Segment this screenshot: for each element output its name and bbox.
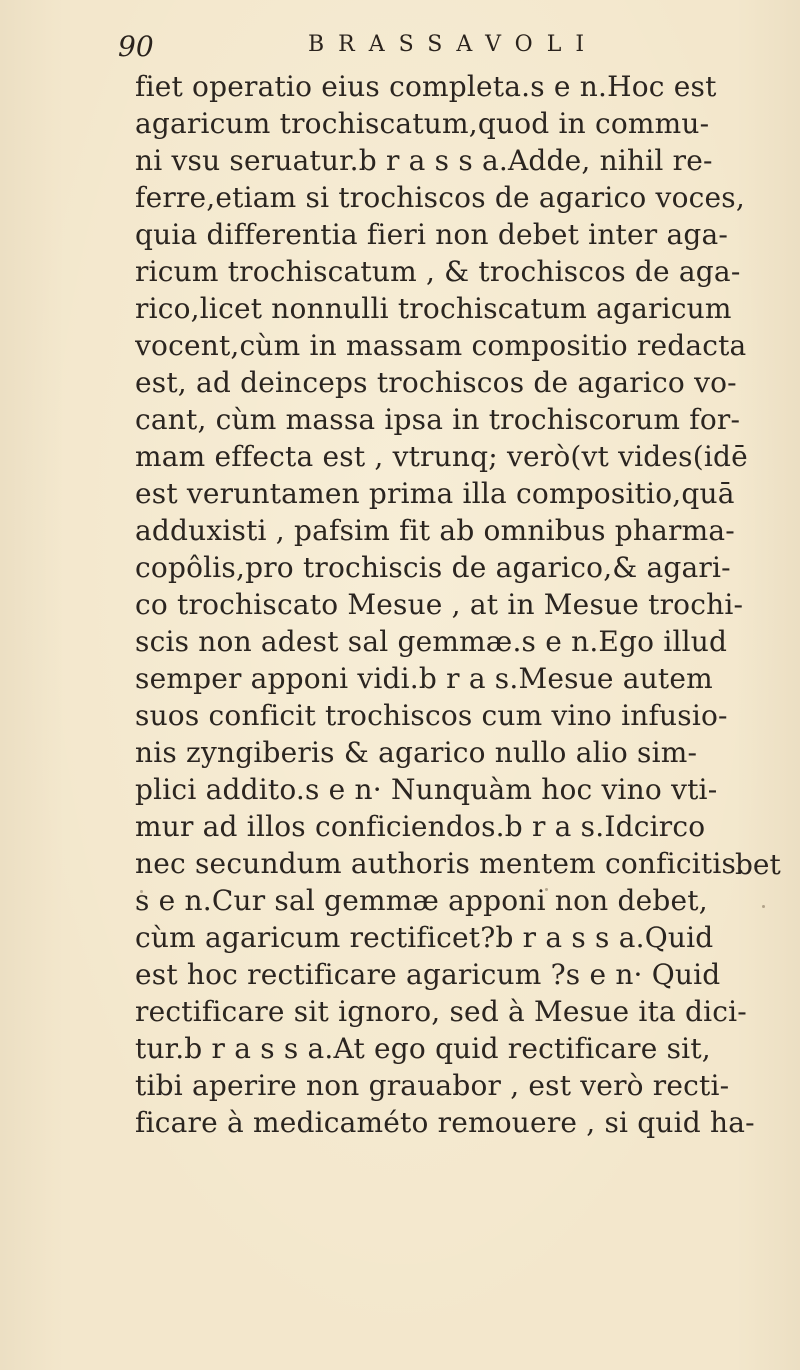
text-line: fiet operatio eius completa.s e n.Hoc est bbox=[135, 70, 717, 103]
text-line: nis zyngiberis & agarico nullo alio sim- bbox=[135, 736, 698, 769]
catchword: bet bbox=[735, 848, 781, 881]
paper-speck bbox=[762, 905, 765, 908]
text-line: est, ad deinceps trochiscos de agarico vo- bbox=[135, 366, 737, 399]
text-line: s e n.Cur sal gemmæ apponi non debet, bbox=[135, 884, 708, 917]
text-line: ricum trochiscatum , & trochiscos de aga- bbox=[135, 255, 741, 288]
text-line: ferre,etiam si trochiscos de agarico voces, bbox=[135, 181, 745, 214]
text-line: tibi aperire non grauabor , est verò recti- bbox=[135, 1069, 730, 1102]
paper-speck bbox=[140, 890, 143, 893]
text-line: plici addito.s e n· Nunquàm hoc vino vti- bbox=[135, 773, 718, 806]
text-line: est veruntamen prima illa compositio,quā bbox=[135, 477, 735, 510]
page-number: 90 bbox=[118, 30, 154, 63]
text-line: scis non adest sal gemmæ.s e n.Ego illud bbox=[135, 625, 728, 658]
text-line: nec secundum authoris mentem conficitis. bbox=[135, 847, 746, 880]
text-line: rico,licet nonnulli trochiscatum agaricum bbox=[135, 292, 732, 325]
body-text bbox=[135, 68, 775, 1141]
text-line: est hoc rectificare agaricum ?s e n· Quid bbox=[135, 958, 721, 991]
text-line: vocent,cùm in massam compositio redacta bbox=[135, 329, 747, 362]
text-line: mur ad illos conficiendos.b r a s.Idcirco bbox=[135, 810, 706, 843]
text-line: quia differentia fieri non debet inter aga- bbox=[135, 218, 729, 251]
text-line: cant, cùm massa ipsa in trochiscorum for- bbox=[135, 403, 741, 436]
text-line: suos conficit trochiscos cum vino infusio- bbox=[135, 699, 728, 732]
text-line: rectificare sit ignoro, sed à Mesue ita dici- bbox=[135, 995, 747, 1028]
text-line: adduxisti , pafsim fit ab omnibus pharma- bbox=[135, 514, 735, 547]
text-line: co trochiscato Mesue , at in Mesue trochi- bbox=[135, 588, 744, 621]
text-line: tur.b r a s s a.At ego quid rectificare sit, bbox=[135, 1032, 711, 1065]
text-line: cùm agaricum rectificet?b r a s s a.Quid bbox=[135, 921, 714, 954]
text-line: semper apponi vidi.b r a s.Mesue autem bbox=[135, 662, 713, 695]
text-line: mam effecta est , vtrunq; verò(vt vides(idē bbox=[135, 440, 748, 473]
page-header bbox=[118, 30, 678, 62]
paper-speck bbox=[545, 888, 548, 891]
text-line: copôlis,pro trochiscis de agarico,& agari- bbox=[135, 551, 731, 584]
text-line: ficare à medicaméto remouere , si quid ha- bbox=[135, 1106, 755, 1139]
running-head: BRASSAVOLI bbox=[308, 32, 599, 57]
text-line: agaricum trochiscatum,quod in commu- bbox=[135, 107, 710, 140]
text-line: ni vsu seruatur.b r a s s a.Adde, nihil re- bbox=[135, 144, 713, 177]
